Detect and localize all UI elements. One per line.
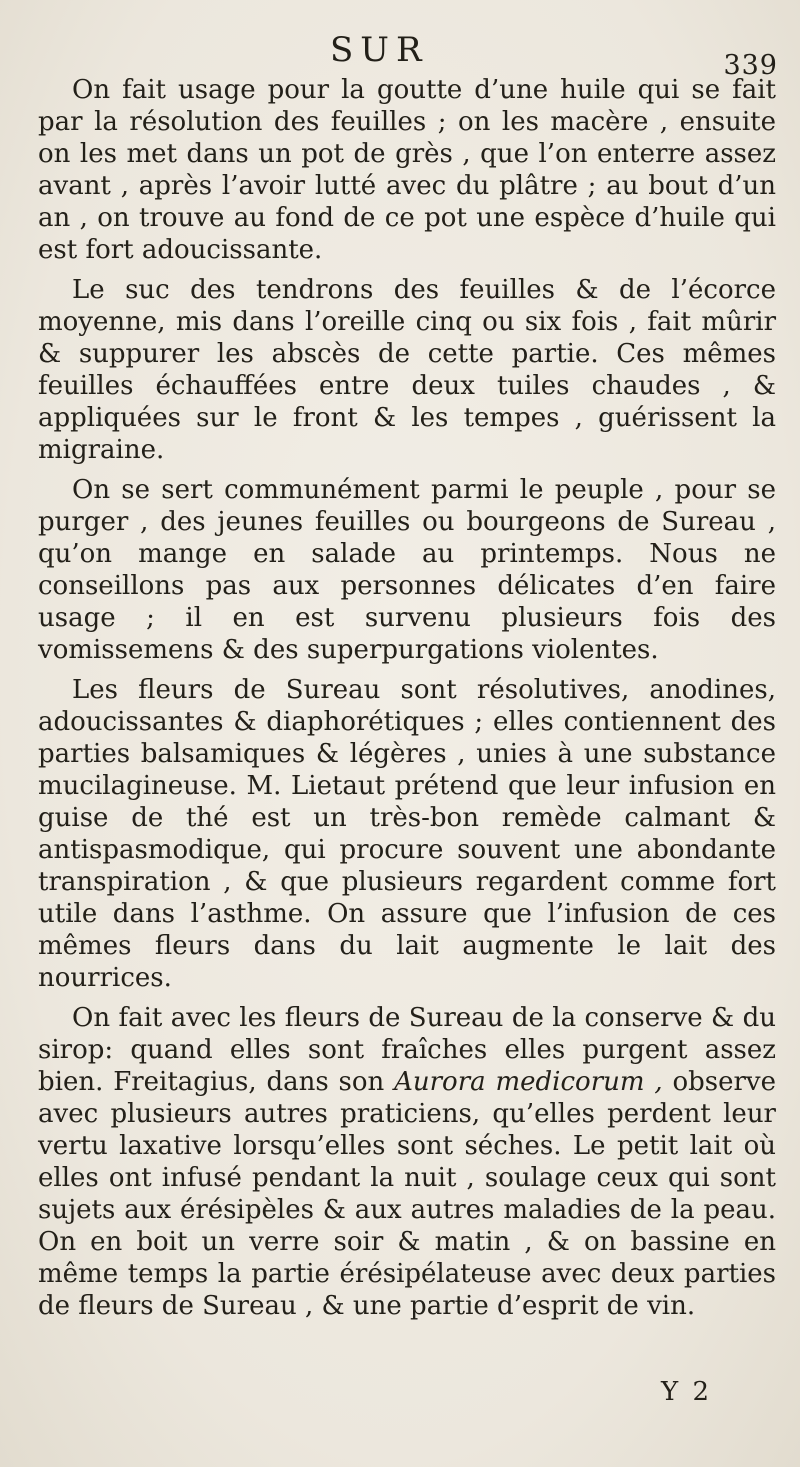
page-number: 339	[723, 50, 778, 81]
body-text	[38, 74, 776, 1330]
signature-mark: Y 2	[661, 1377, 712, 1407]
paragraph-conserve-after: observe avec plusieurs autres praticiens, qu’elles perdent leur vertu laxative lorsqu’elles sont séches. Le petit lait où elles ont infusé pendant la nuit , soulage ceux qui sont sujets aux érésipèles & aux autres maladies de la peau. On en boit un verre soir & matin , & on bassine en même temps la partie érésipélateuse avec deux parties de fleurs de Sureau , & une partie d’esprit de vin.	[38, 1067, 776, 1321]
paragraph-conserve-before: On fait avec les fleurs de Sureau de la conserve & du sirop: quand elles sont fraîches elles purgent assez bien. Freitagius, dans son	[38, 1003, 776, 1097]
paragraph-goutte: On fait usage pour la goutte d’une huile qui se fait par la résolution des feuilles ; on les macère , ensuite on les met dans un pot de grès , que l’on enterre assez avant , après l’avoir lutté avec du plâtre ; au bout d’un an , on trouve au fond de ce pot une espèce d’huile qui est fort adoucissante.	[38, 75, 776, 265]
paragraph-conserve-sirop	[38, 1002, 776, 1322]
running-title: SUR	[330, 30, 429, 70]
paragraph-suc-tendrons: Le suc des tendrons des feuilles & de l’écorce moyenne, mis dans l’oreille cinq ou six fois , fait mûrir & suppurer les abscès de cette partie. Ces mêmes feuilles échauffées entre deux tuiles chaudes , & appliquées sur le front & les tempes , guérissent la migraine.	[38, 275, 776, 465]
paragraph-purger: On se sert communément parmi le peuple , pour se purger , des jeunes feuilles ou bourgeons de Sureau , qu’on mange en salade au printemps. Nous ne conseillons pas aux personnes délicates d’en faire usage ; il en est survenu plusieurs fois des vomissemens & des superpurgations violentes.	[38, 475, 776, 665]
paragraph-fleurs-proprietes: Les fleurs de Sureau sont résolutives, anodines, adoucissantes & diaphorétiques ; elles contiennent des parties balsamiques & légères , unies à une substance mucilagineuse. M. Lietaut prétend que leur infusion en guise de thé est un très-bon remède calmant & antispasmodique, qui procure souvent une abondante transpiration , & que plusieurs regardent comme fort utile dans l’asthme. On assure que l’infusion de ces mêmes fleurs dans du lait augmente le lait des nourrices.	[38, 675, 776, 993]
book-title-aurora-medicorum: Aurora medicorum ,	[394, 1067, 663, 1097]
